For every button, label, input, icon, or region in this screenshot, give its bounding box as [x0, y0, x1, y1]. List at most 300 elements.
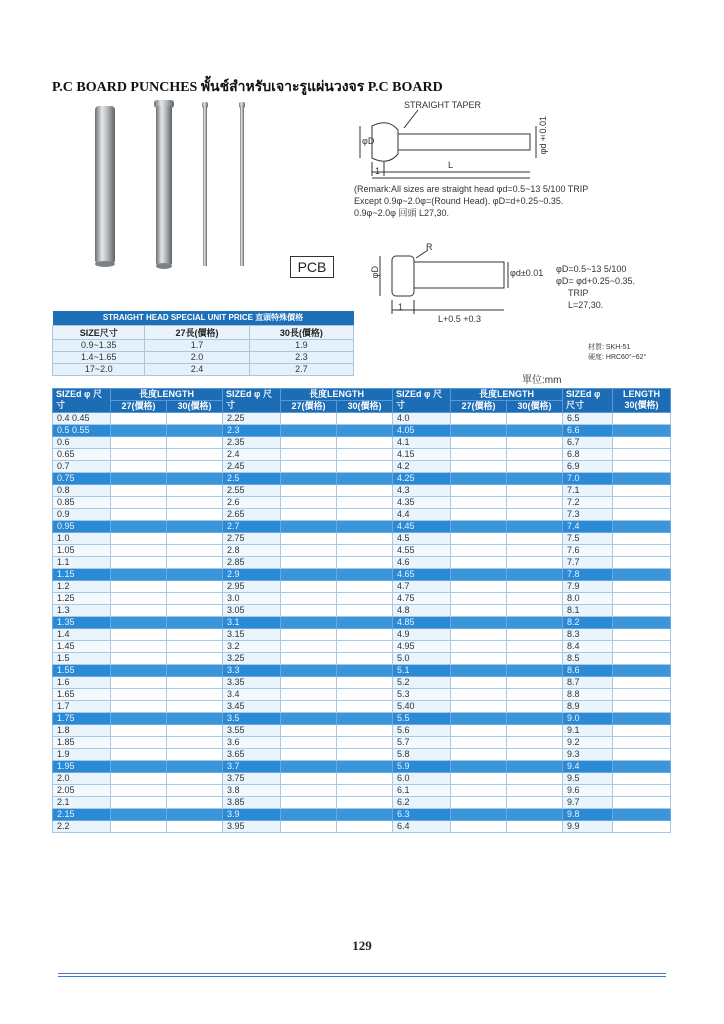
price-cell [281, 617, 337, 629]
special-row [53, 351, 354, 363]
size-cell: 7.1 [563, 485, 613, 497]
punch-large-1 [95, 106, 115, 267]
hardness-label: 硬度: HRC60°~62° [588, 354, 647, 361]
price-cell [613, 473, 671, 485]
size-price-table [52, 388, 671, 833]
price-cell [281, 581, 337, 593]
price-cell [167, 677, 223, 689]
table-row [53, 617, 671, 629]
price-cell [507, 473, 563, 485]
size-cell: 2.05 [53, 785, 111, 797]
price-cell [613, 713, 671, 725]
size-cell: 3.15 [223, 629, 281, 641]
table-body [53, 413, 671, 833]
table-row [53, 641, 671, 653]
table-row [53, 545, 671, 557]
size-cell: 2.3 [223, 425, 281, 437]
size-cell: 1.85 [53, 737, 111, 749]
price-cell [507, 617, 563, 629]
price-cell [167, 665, 223, 677]
price-cell [613, 509, 671, 521]
price-cell [507, 425, 563, 437]
size-cell: 2.9 [223, 569, 281, 581]
price-cell [507, 413, 563, 425]
price-cell [451, 749, 507, 761]
price-cell [111, 653, 167, 665]
price-cell [337, 425, 393, 437]
size-cell: 4.35 [393, 497, 451, 509]
price-cell [337, 701, 393, 713]
price-cell [337, 797, 393, 809]
size-cell: 0.6 [53, 437, 111, 449]
punch-thin-1 [202, 102, 208, 266]
price-cell [451, 545, 507, 557]
price-cell [613, 605, 671, 617]
price-cell [507, 545, 563, 557]
size-cell: 6.5 [563, 413, 613, 425]
table-row [53, 653, 671, 665]
price-cell [111, 713, 167, 725]
price-cell [111, 665, 167, 677]
size-cell: 2.4 [223, 449, 281, 461]
price-cell [451, 461, 507, 473]
price-cell [167, 569, 223, 581]
price-cell [337, 761, 393, 773]
price-cell [281, 629, 337, 641]
price-cell [281, 821, 337, 833]
len30-header-2: 30(價格) [337, 401, 393, 413]
size-cell: 9.5 [563, 773, 613, 785]
size-cell: 4.6 [393, 557, 451, 569]
price-cell [111, 773, 167, 785]
d-upper-label: φD [362, 136, 375, 146]
price-cell [167, 473, 223, 485]
price-cell [111, 449, 167, 461]
price-cell [111, 581, 167, 593]
table-row [53, 437, 671, 449]
size-cell: 2.45 [223, 461, 281, 473]
price-cell [507, 497, 563, 509]
price-cell [111, 533, 167, 545]
footer-divider [58, 973, 666, 977]
special-cell: 1.7 [145, 339, 249, 351]
size-cell: 1.35 [53, 617, 111, 629]
d-lower-label: φD [370, 266, 380, 279]
size-cell: 1.05 [53, 545, 111, 557]
price-cell [337, 749, 393, 761]
price-cell [451, 581, 507, 593]
price-cell [337, 593, 393, 605]
length-header-3: 長度LENGTH [451, 389, 563, 401]
price-cell [111, 797, 167, 809]
price-cell [111, 677, 167, 689]
price-cell [337, 725, 393, 737]
price-cell [281, 533, 337, 545]
price-cell [281, 473, 337, 485]
price-cell [507, 437, 563, 449]
price-cell [613, 461, 671, 473]
table-row [53, 497, 671, 509]
size-cell: 5.6 [393, 725, 451, 737]
remark-line-3: 0.9φ~2.0φ 回頭 L27,30. [354, 208, 449, 218]
price-cell [167, 425, 223, 437]
price-cell [167, 449, 223, 461]
price-cell [451, 665, 507, 677]
price-cell [451, 785, 507, 797]
size-cell: 9.3 [563, 749, 613, 761]
price-cell [613, 761, 671, 773]
price-cell [281, 785, 337, 797]
price-cell [337, 629, 393, 641]
price-cell [167, 509, 223, 521]
size-cell: 1.75 [53, 713, 111, 725]
price-cell [507, 761, 563, 773]
price-cell [507, 737, 563, 749]
price-cell [451, 509, 507, 521]
price-cell [111, 641, 167, 653]
size-cell: 3.95 [223, 821, 281, 833]
price-cell [337, 437, 393, 449]
price-cell [281, 545, 337, 557]
size-cell: 3.65 [223, 749, 281, 761]
size-cell: 9.8 [563, 809, 613, 821]
one-upper-label: 1 [375, 166, 381, 176]
price-cell [451, 485, 507, 497]
size-cell: 6.3 [393, 809, 451, 821]
page-number: 129 [352, 938, 372, 953]
size-cell: 8.1 [563, 605, 613, 617]
price-cell [111, 725, 167, 737]
price-cell [613, 533, 671, 545]
size-cell: 2.0 [53, 773, 111, 785]
remark-line-2: Except 0.9φ~2.0φ=(Round Head). φD=d+0.25~0.35. [354, 196, 564, 206]
price-cell [281, 665, 337, 677]
size-cell: 3.35 [223, 677, 281, 689]
size-cell: 3.7 [223, 761, 281, 773]
size-cell: 4.9 [393, 629, 451, 641]
size-cell: 0.7 [53, 461, 111, 473]
size-cell: 9.4 [563, 761, 613, 773]
size-cell: 8.2 [563, 617, 613, 629]
size-cell: 9.6 [563, 785, 613, 797]
price-cell [337, 497, 393, 509]
special-header-size: SIZE尺寸 [53, 325, 145, 339]
price-cell [111, 425, 167, 437]
size-cell: 4.05 [393, 425, 451, 437]
price-cell [507, 569, 563, 581]
size-cell: 9.9 [563, 821, 613, 833]
size-cell: 3.0 [223, 593, 281, 605]
price-cell [281, 449, 337, 461]
material-label: 材質: SKH-51 [588, 344, 631, 351]
size-cell: 1.55 [53, 665, 111, 677]
size-cell: 2.6 [223, 497, 281, 509]
price-cell [451, 797, 507, 809]
price-cell [281, 461, 337, 473]
size-cell: 0.65 [53, 449, 111, 461]
price-cell [337, 473, 393, 485]
price-cell [281, 797, 337, 809]
table-row [53, 425, 671, 437]
size-cell: 1.5 [53, 653, 111, 665]
size-cell: 2.8 [223, 545, 281, 557]
size-cell: 0.95 [53, 521, 111, 533]
table-row [53, 473, 671, 485]
size-cell: 4.4 [393, 509, 451, 521]
price-cell [451, 821, 507, 833]
price-cell [613, 485, 671, 497]
price-cell [613, 737, 671, 749]
price-cell [111, 605, 167, 617]
size-cell: 3.05 [223, 605, 281, 617]
price-cell [337, 461, 393, 473]
price-cell [167, 713, 223, 725]
unit-label: 單位:mm [522, 375, 562, 386]
price-cell [507, 809, 563, 821]
size-cell: 3.45 [223, 701, 281, 713]
size-cell: 8.4 [563, 641, 613, 653]
size-cell: 1.65 [53, 689, 111, 701]
size-cell: 7.3 [563, 509, 613, 521]
price-cell [451, 641, 507, 653]
size-cell: 0.5 0.55 [53, 425, 111, 437]
size-cell: 5.3 [393, 689, 451, 701]
size-cell: 1.45 [53, 641, 111, 653]
price-cell [111, 821, 167, 833]
price-cell [507, 485, 563, 497]
size-cell: 9.0 [563, 713, 613, 725]
price-cell [613, 569, 671, 581]
punch-large-2 [154, 100, 174, 269]
size-cell: 8.0 [563, 593, 613, 605]
size-cell: 9.7 [563, 797, 613, 809]
price-cell [507, 773, 563, 785]
size-cell: 2.95 [223, 581, 281, 593]
table-row [53, 449, 671, 461]
size-cell: 7.8 [563, 569, 613, 581]
size-cell: 2.75 [223, 533, 281, 545]
size-cell: 4.85 [393, 617, 451, 629]
price-cell [613, 653, 671, 665]
table-row [53, 737, 671, 749]
price-cell [337, 713, 393, 725]
size-cell: 2.85 [223, 557, 281, 569]
table-row [53, 761, 671, 773]
size-cell: 6.4 [393, 821, 451, 833]
price-cell [613, 665, 671, 677]
size-cell: 7.0 [563, 473, 613, 485]
price-cell [507, 785, 563, 797]
size-cell: 1.3 [53, 605, 111, 617]
spec-line-4: L=27,30. [568, 300, 604, 310]
d-tol-upper-label: φd±0.01 [538, 116, 548, 155]
price-cell [167, 593, 223, 605]
size-cell: 2.15 [53, 809, 111, 821]
price-cell [111, 617, 167, 629]
special-cell: 1.4~1.65 [53, 351, 145, 363]
price-cell [451, 725, 507, 737]
special-price-title: STRAIGHT HEAD SPECIAL UNIT PRICE 直頭特殊價格 [53, 311, 354, 325]
price-cell [281, 725, 337, 737]
price-cell [613, 821, 671, 833]
size-cell: 6.0 [393, 773, 451, 785]
size-cell: 5.8 [393, 749, 451, 761]
size-cell: 6.9 [563, 461, 613, 473]
size-cell: 6.2 [393, 797, 451, 809]
price-cell [167, 605, 223, 617]
size-cell: 1.95 [53, 761, 111, 773]
price-cell [507, 521, 563, 533]
price-cell [281, 641, 337, 653]
price-cell [613, 749, 671, 761]
price-cell [507, 749, 563, 761]
price-cell [337, 509, 393, 521]
price-cell [111, 785, 167, 797]
price-cell [451, 605, 507, 617]
size-cell: 2.55 [223, 485, 281, 497]
price-cell [337, 557, 393, 569]
price-cell [281, 605, 337, 617]
size-cell: 8.8 [563, 689, 613, 701]
size-cell: 3.5 [223, 713, 281, 725]
length-header-1: 長度LENGTH [111, 389, 223, 401]
size-cell: 4.8 [393, 605, 451, 617]
len30-header-3: 30(價格) [507, 401, 563, 413]
price-cell [281, 413, 337, 425]
price-cell [167, 485, 223, 497]
price-cell [111, 461, 167, 473]
special-header-27: 27長(價格) [145, 325, 249, 339]
price-cell [507, 701, 563, 713]
special-price-table [52, 311, 354, 376]
price-cell [451, 737, 507, 749]
price-cell [167, 761, 223, 773]
size-cell: 3.75 [223, 773, 281, 785]
price-cell [167, 689, 223, 701]
price-cell [451, 569, 507, 581]
price-cell [451, 497, 507, 509]
spec-line-3: TRIP [568, 288, 589, 298]
price-cell [613, 545, 671, 557]
table-row [53, 629, 671, 641]
table-row [53, 749, 671, 761]
table-row [53, 821, 671, 833]
price-cell [451, 629, 507, 641]
price-cell [337, 809, 393, 821]
price-cell [507, 581, 563, 593]
price-cell [167, 617, 223, 629]
price-cell [281, 569, 337, 581]
size-cell: 3.4 [223, 689, 281, 701]
price-cell [111, 521, 167, 533]
size-cell: 3.3 [223, 665, 281, 677]
price-cell [111, 749, 167, 761]
table-row [53, 581, 671, 593]
size-cell: 9.1 [563, 725, 613, 737]
price-cell [451, 713, 507, 725]
price-cell [613, 677, 671, 689]
punch-thin-2 [239, 102, 245, 266]
size-cell: 8.6 [563, 665, 613, 677]
size-cell: 2.2 [53, 821, 111, 833]
size-cell: 1.2 [53, 581, 111, 593]
table-row [53, 773, 671, 785]
price-cell [613, 689, 671, 701]
price-cell [167, 821, 223, 833]
size-cell: 1.6 [53, 677, 111, 689]
price-cell [451, 701, 507, 713]
price-cell [451, 557, 507, 569]
table-row [53, 557, 671, 569]
price-cell [451, 473, 507, 485]
price-cell [451, 809, 507, 821]
price-cell [451, 617, 507, 629]
price-cell [507, 653, 563, 665]
price-cell [613, 497, 671, 509]
price-cell [111, 701, 167, 713]
special-header-30: 30長(價格) [249, 325, 353, 339]
price-cell [451, 533, 507, 545]
size-cell: 6.8 [563, 449, 613, 461]
price-cell [111, 569, 167, 581]
size-cell: 4.95 [393, 641, 451, 653]
size-cell: 0.85 [53, 497, 111, 509]
size-header-4: SIZEd φ 尺寸 [563, 389, 613, 413]
price-cell [613, 593, 671, 605]
price-cell [507, 689, 563, 701]
price-cell [281, 773, 337, 785]
size-cell: 7.6 [563, 545, 613, 557]
price-cell [507, 641, 563, 653]
price-cell [111, 473, 167, 485]
size-cell: 2.1 [53, 797, 111, 809]
pcb-label: PCB [290, 256, 334, 278]
price-cell [281, 749, 337, 761]
price-cell [507, 677, 563, 689]
price-cell [281, 521, 337, 533]
price-cell [613, 725, 671, 737]
table-row [53, 521, 671, 533]
price-cell [167, 533, 223, 545]
price-cell [111, 593, 167, 605]
price-cell [613, 413, 671, 425]
size-cell: 4.15 [393, 449, 451, 461]
price-cell [111, 809, 167, 821]
size-cell: 3.9 [223, 809, 281, 821]
size-cell: 1.25 [53, 593, 111, 605]
price-cell [337, 449, 393, 461]
price-cell [281, 689, 337, 701]
price-cell [337, 605, 393, 617]
size-cell: 3.1 [223, 617, 281, 629]
price-cell [167, 749, 223, 761]
size-cell: 1.4 [53, 629, 111, 641]
length-header-2: 長度LENGTH [281, 389, 393, 401]
size-cell: 5.5 [393, 713, 451, 725]
size-cell: 3.2 [223, 641, 281, 653]
table-row [53, 677, 671, 689]
price-cell [111, 737, 167, 749]
price-cell [337, 533, 393, 545]
size-cell: 6.1 [393, 785, 451, 797]
d-tol-lower-label: φd±0.01 [510, 268, 544, 278]
table-row [53, 533, 671, 545]
price-cell [111, 413, 167, 425]
special-cell: 1.9 [249, 339, 353, 351]
price-cell [281, 497, 337, 509]
spec-line-2: φD= φd+0.25~0.35. [556, 276, 635, 286]
price-cell [167, 797, 223, 809]
